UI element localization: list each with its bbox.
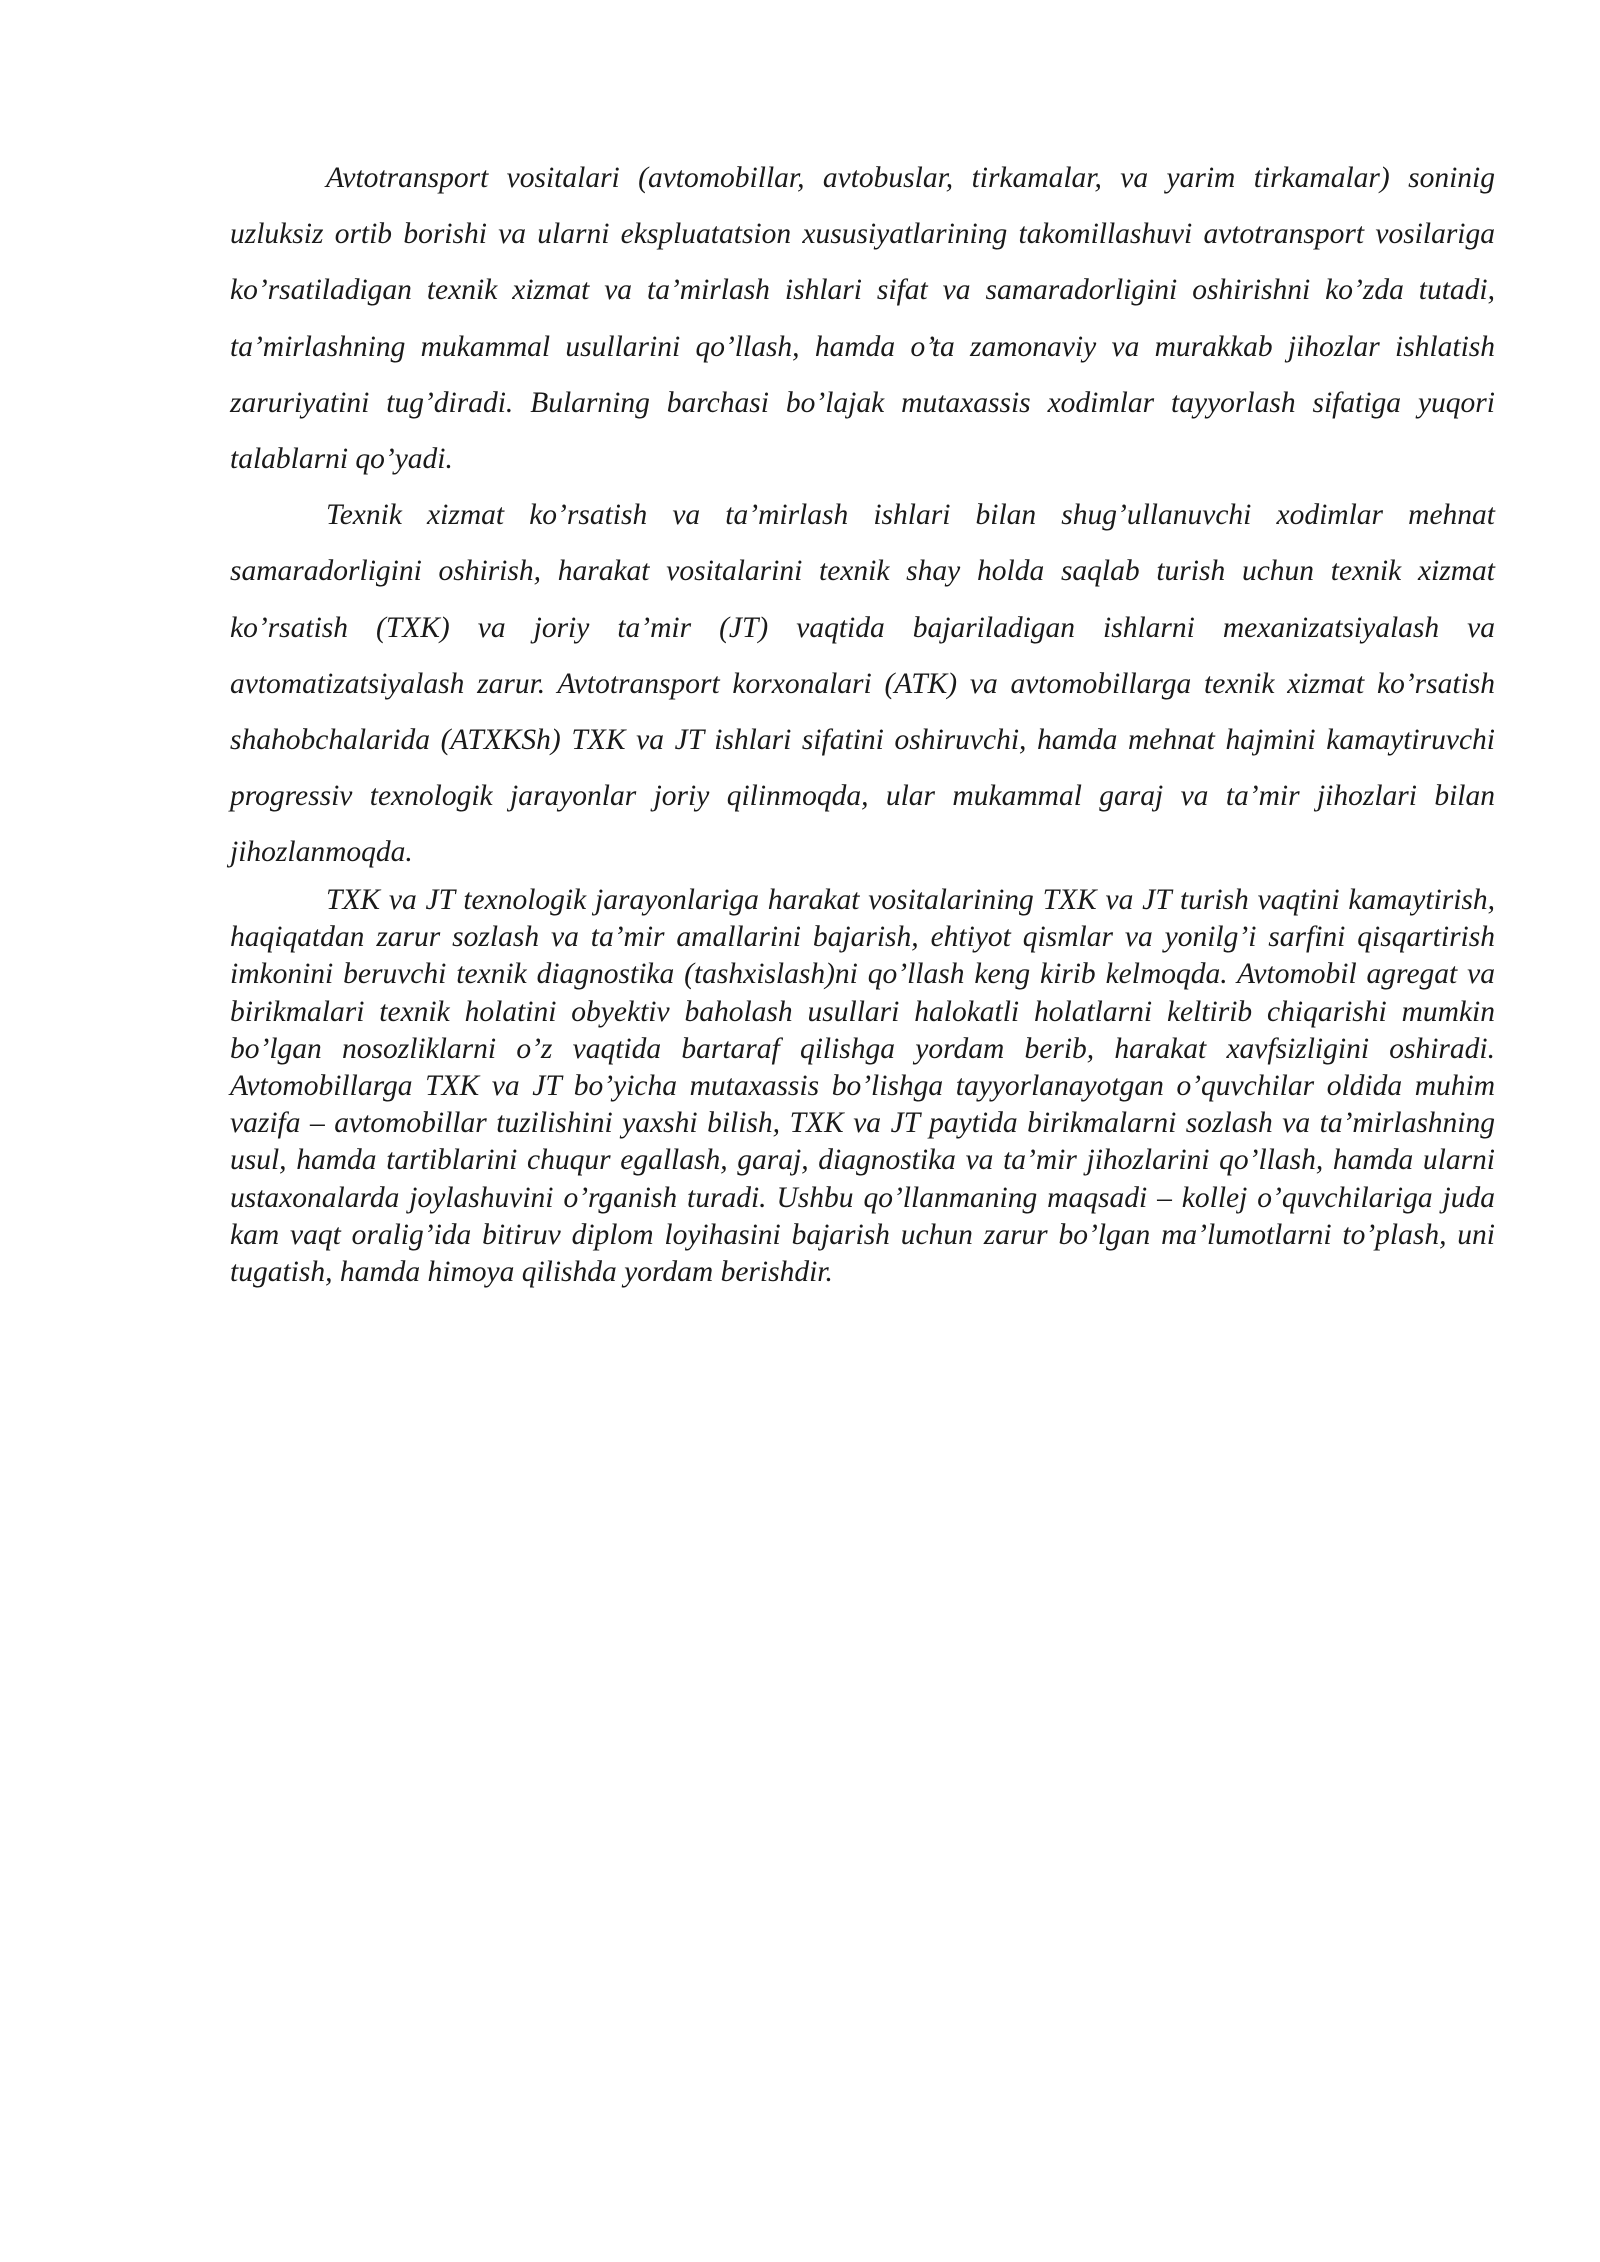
body-text-single-spaced: [230, 882, 1495, 1291]
paragraph-1: Avtotransport vositalari (avtomobillar, avtobuslar, tirkamalar, va yarim tirkamalar) soninig uzluksiz ortib borishi va ularni ekspluatatsion xususiyatlarining takomillashuvi avtotransport vosilariga ko’rsatiladigan texnik xizmat va ta’mirlash ishlari sifat va samaradorligini oshirishni ko’zda tutadi, ta’mirlashning mukammal usullarini qo’llash, hamda o’ta zamonaviy va murakkab jihozlar ishlatish zaruriyatini tug’diradi. Bularning barchasi bo’lajak mutaxassis xodimlar tayyorlash sifatiga yuqori talablarni qo’yadi.: [230, 162, 1495, 476]
body-text-double-spaced: [230, 150, 1495, 881]
paragraph-2: Texnik xizmat ko’rsatish va ta’mirlash ishlari bilan shug’ullanuvchi xodimlar mehnat samaradorligini oshirish, harakat vositalarini texnik shay holda saqlab turish uchun texnik xizmat ko’rsatish (TXK) va joriy ta’mir (JT) vaqtida bajariladigan ishlarni mexanizatsiyalash va avtomatizatsiyalash zarur. Avtotransport korxonalari (ATK) va avtomobillarga texnik xizmat ko’rsatish shahobchalarida (ATXKSh) TXK va JT ishlari sifatini oshiruvchi, hamda mehnat hajmini kamaytiruvchi progressiv texnologik jarayonlar joriy qilinmoqda, ular mukammal garaj va ta’mir jihozlari bilan jihozlanmoqda.: [230, 499, 1495, 869]
paragraph-3: TXK va JT texnologik jarayonlariga harakat vositalarining TXK va JT turish vaqtini kamaytirish, haqiqatdan zarur sozlash va ta’mir amallarini bajarish, ehtiyot qismlar va yonilg’i sarfini qisqartirish imkonini beruvchi texnik diagnostika (tashxislash)ni qo’llash keng kirib kelmoqda. Avtomobil agregat va birikmalari texnik holatini obyektiv baholash usullari halokatli holatlarni keltirib chiqarishi mumkin bo’lgan nosozliklarni o’z vaqtida bartaraf qilishga yordam berib, harakat xavfsizligini oshiradi. Avtomobillarga TXK va JT bo’yicha mutaxassis bo’lishga tayyorlanayotgan o’quvchilar oldida muhim vazifa – avtomobillar tuzilishini yaxshi bilish, TXK va JT paytida birikmalarni sozlash va ta’mirlashning usul, hamda tartiblarini chuqur egallash, garaj, diagnostika va ta’mir jihozlarini qo’llash, hamda ularni ustaxonalarda joylashuvini o’rganish turadi. Ushbu qo’llanmaning maqsadi – kollej o’quvchilariga juda kam vaqt oralig’ida bitiruv diplom loyihasini bajarish uchun zarur bo’lgan ma’lumotlarni to’plash, uni tugatish, hamda himoya qilishda yordam berishdir.: [230, 884, 1495, 1289]
